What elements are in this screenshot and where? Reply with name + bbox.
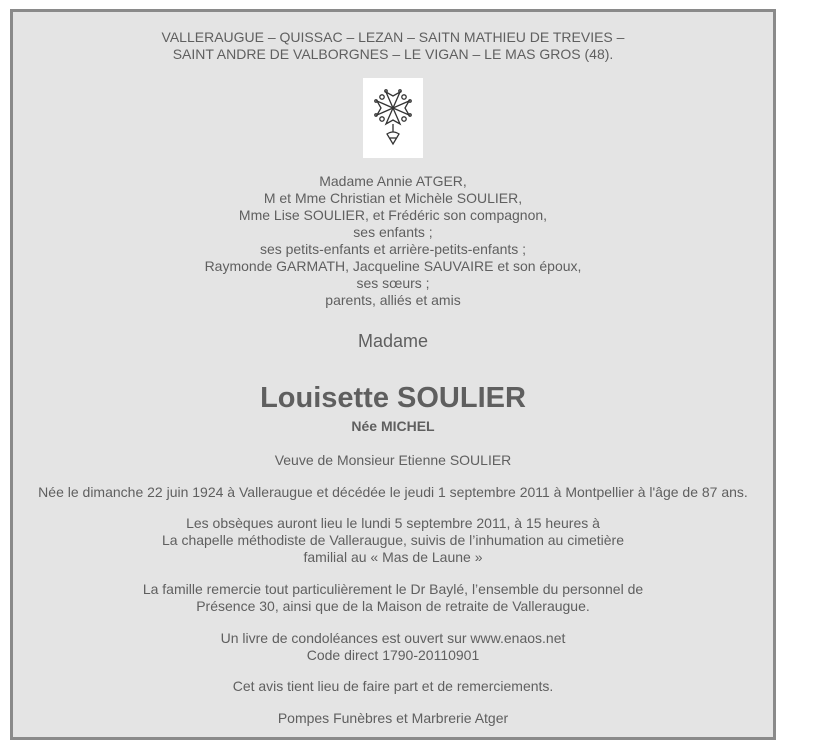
birth-death-text: Née le dimanche 22 juin 1924 à Valleraugue et décédée le jeudi 1 septembre 2011 à Montpellier à l'âge de 87 ans. xyxy=(38,484,748,500)
condolences-line: Code direct 1790-20110901 xyxy=(306,647,480,663)
family-line: ses sœurs ; xyxy=(356,275,430,291)
notice-text xyxy=(13,678,773,695)
condolences xyxy=(13,630,773,664)
notice-text-line: Cet avis tient lieu de faire part et de remerciements. xyxy=(232,678,554,694)
thanks-line: Présence 30, ainsi que de la Maison de retraite de Valleraugue. xyxy=(196,598,590,614)
funeral-line: La chapelle méthodiste de Valleraugue, suivis de l’inhumation au cimetière xyxy=(161,532,624,548)
honorific: Madame xyxy=(357,331,429,351)
family-line: ses enfants ; xyxy=(353,224,433,240)
locations-header xyxy=(13,29,773,63)
deceased-name: Louisette SOULIER xyxy=(260,382,526,414)
family-list xyxy=(13,173,773,309)
locations-line-1: VALLERAUGUE – QUISSAC – LEZAN – SAITN MATHIEU DE TREVIES – xyxy=(161,29,625,45)
thanks xyxy=(13,581,773,615)
family-line: parents, alliés et amis xyxy=(325,292,461,308)
widow-of xyxy=(13,452,773,469)
funeral-home-line: Pompes Funèbres et Marbrerie Atger xyxy=(277,710,509,726)
family-line: M et Mme Christian et Michèle SOULIER, xyxy=(263,190,523,206)
condolences-line: Un livre de condoléances est ouvert sur www.enaos.net xyxy=(220,630,566,646)
family-line: Mme Lise SOULIER, et Frédéric son compagnon, xyxy=(238,207,548,223)
funeral-home xyxy=(13,710,773,727)
birth-death xyxy=(13,484,773,501)
family-line: Raymonde GARMATH, Jacqueline SAUVAIRE et son époux, xyxy=(204,258,582,274)
maiden-name: Née MICHEL xyxy=(351,418,435,434)
family-line: Madame Annie ATGER, xyxy=(319,173,467,189)
thanks-line: La famille remercie tout particulièrement le Dr Baylé, l’ensemble du personnel de xyxy=(142,581,644,597)
funeral-line: familial au « Mas de Laune » xyxy=(303,549,483,565)
funeral-line: Les obsèques auront lieu le lundi 5 septembre 2011, à 15 heures à xyxy=(186,515,600,531)
huguenot-cross-icon xyxy=(363,78,423,158)
locations-line-2: SAINT ANDRE DE VALBORGNES – LE VIGAN – LE MAS GROS (48). xyxy=(172,46,614,62)
family-line: ses petits-enfants et arrière-petits-enfants ; xyxy=(259,241,527,257)
obituary-notice xyxy=(10,9,776,740)
funeral-details xyxy=(13,515,773,566)
widow-of-text: Veuve de Monsieur Etienne SOULIER xyxy=(274,452,512,468)
